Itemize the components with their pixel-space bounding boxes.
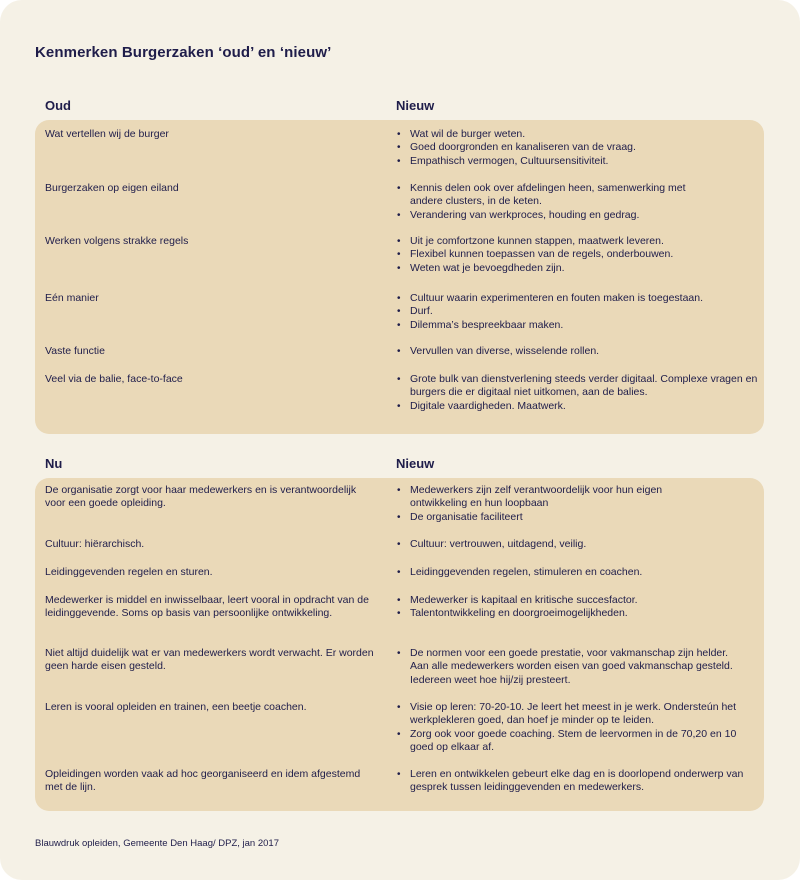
list-item: • Medewerker is kapitaal en kritische succesfactor. [396,594,758,607]
section2-row-6-new [396,701,758,754]
section2-row-7-new [396,768,758,795]
list-item: • Zorg ook voor goede coaching. Stem de leervormen in de 70,20 en 10 goed op elkaar af. [396,728,758,755]
list-item: • Digitale vaardigheden. Maatwerk. [396,400,758,413]
list-item: • Cultuur waarin experimenteren en fouten maken is toegestaan. [396,292,758,305]
section2-panel [35,478,764,811]
section1-row-4-old: Eén manier [45,292,99,304]
section1-row-1-new [396,128,758,168]
list-item: • Wat wil de burger weten. [396,128,758,141]
list-item: • Dilemma’s bespreekbaar maken. [396,319,758,332]
section2-row-4-now: Medewerker is middel en inwisselbaar, leert vooral in opdracht van de leidinggevende. Soms op basis van persoonlijke ontwikkeling. [45,594,369,620]
list-item: • Kennis delen ook over afdelingen heen, samenwerking met andere clusters, in de keten. [396,182,696,209]
list-item: • Leidinggevenden regelen, stimuleren en coachen. [396,566,758,579]
source-caption: Blauwdruk opleiden, Gemeente Den Haag/ DPZ, jan 2017 [35,838,279,849]
list-item: • Medewerkers zijn zelf verantwoordelijk voor hun eigen ontwikkeling en hun loopbaan [396,484,706,511]
list-item: • Visie op leren: 70-20-10. Je leert het meest in je werk. Ondersteún het werkplekleren goed, dan hoef je minder op te leiden. [396,701,758,728]
section2-row-7-now: Opleidingen worden vaak ad hoc georganiseerd en idem afgestemd met de lijn. [45,768,361,794]
section2-row-3-new [396,566,758,579]
page-title: Kenmerken Burgerzaken ‘oud’ en ‘nieuw’ [35,44,332,61]
section1-row-2-old: Burgerzaken op eigen eiland [45,182,179,194]
section2-left-header: Nu [45,456,63,471]
section1-row-6-new [396,373,758,413]
section2-row-5-now: Niet altijd duidelijk wat er van medewerkers wordt verwacht. Er worden geen harde eisen gesteld. [45,647,374,673]
list-item: • De normen voor een goede prestatie, voor vakmanschap zijn helder. Aan alle medewerkers worden eisen van goed vakmanschap gesteld. Iedereen weet hoe hij/zij presteert. [396,647,741,687]
list-item: • Goed doorgronden en kanaliseren van de vraag. [396,141,758,154]
section2-row-5-new [396,647,741,687]
list-item: • Talentontwikkeling en doorgroeimogelijkheden. [396,607,758,620]
list-item: • Flexibel kunnen toepassen van de regels, onderbouwen. [396,248,758,261]
section2-row-2-new [396,538,758,551]
list-item: • Verandering van werkproces, houding en gedrag. [396,209,696,222]
section1-row-5-old: Vaste functie [45,345,105,357]
list-item: • Empathisch vermogen, Cultuursensitiviteit. [396,155,758,168]
section2-row-2-now: Cultuur: hiërarchisch. [45,538,145,550]
section1-row-3-new [396,235,758,275]
section2-right-header: Nieuw [396,456,435,471]
list-item: • Vervullen van diverse, wisselende rollen. [396,345,758,358]
section1-right-header: Nieuw [396,98,435,113]
section1-row-3-old: Werken volgens strakke regels [45,235,189,247]
list-item: • Weten wat je bevoegdheden zijn. [396,262,758,275]
section1-row-6-old: Veel via de balie, face-to-face [45,373,183,385]
list-item: • Cultuur: vertrouwen, uitdagend, veilig. [396,538,758,551]
section2-row-4-new [396,594,758,621]
section1-row-5-new [396,345,758,358]
section1-row-4-new [396,292,758,332]
section2-row-6-now: Leren is vooral opleiden en trainen, een beetje coachen. [45,701,307,713]
list-item: • Uit je comfortzone kunnen stappen, maatwerk leveren. [396,235,758,248]
section2-row-3-now: Leidinggevenden regelen en sturen. [45,566,213,578]
section2-row-1-new [396,484,706,524]
list-item: • De organisatie faciliteert [396,511,706,524]
section1-left-header: Oud [45,98,71,113]
section1-row-2-new [396,182,696,222]
list-item: • Leren en ontwikkelen gebeurt elke dag en is doorlopend onderwerp van gesprek tussen leidinggevenden en medewerkers. [396,768,758,795]
list-item: • Grote bulk van dienstverlening steeds verder digitaal. Complexe vragen en burgers die er digitaal niet uitkomen, aan de balies. [396,373,758,400]
section2-row-1-now: De organisatie zorgt voor haar medewerkers en is verantwoordelijk voor een goede opleiding. [45,484,357,510]
list-item: • Durf. [396,305,758,318]
section1-row-1-old: Wat vertellen wij de burger [45,128,169,140]
